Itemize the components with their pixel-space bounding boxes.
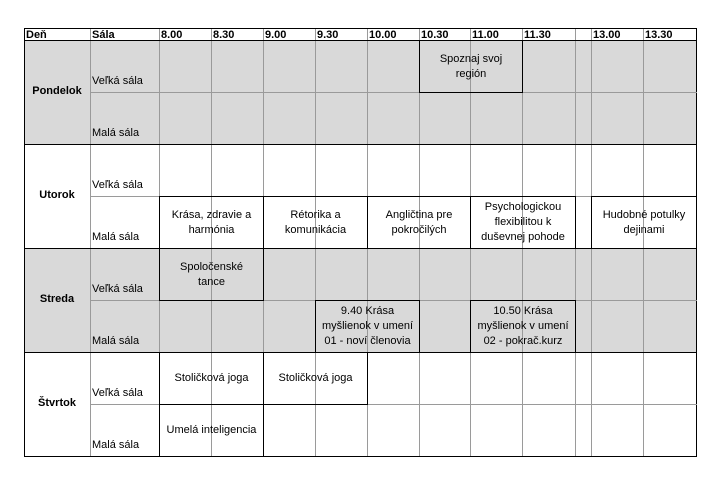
header-time: 11.00 (472, 29, 499, 41)
room-label: Veľká sála (92, 179, 143, 191)
header-time: 11.30 (524, 29, 551, 41)
grid-line-horizontal (24, 456, 697, 457)
room-label: Malá sála (92, 127, 140, 139)
header-time: 9.30 (317, 29, 339, 41)
room-label: Veľká sála (92, 387, 143, 399)
event-block[interactable] (159, 352, 264, 405)
header-time: 13.30 (645, 29, 673, 41)
room-label: Malá sála (92, 439, 140, 451)
event-block[interactable] (315, 300, 420, 353)
event-title: Angličtina pre pokročilých (385, 208, 453, 236)
event-block[interactable] (159, 196, 264, 249)
event-block[interactable] (367, 196, 471, 249)
day-name: Pondelok (32, 85, 82, 97)
event-block[interactable] (159, 248, 264, 301)
event-block[interactable] (591, 196, 697, 249)
room-label: Veľká sála (92, 283, 143, 295)
event-block[interactable] (263, 352, 368, 405)
event-title: 9.40 Krása myšlienok v umení 01 - noví členovia (321, 305, 414, 347)
room-label: Malá sála (92, 231, 140, 243)
event-block[interactable] (159, 404, 264, 457)
header-time: 10.00 (369, 29, 397, 41)
event-title: Stoličková joga (174, 372, 249, 384)
header-time: 13.00 (593, 29, 621, 41)
event-title: Krása, zdravie a harmónia (171, 208, 252, 236)
header-time: 10.30 (421, 29, 449, 41)
event-title: Stoličková joga (278, 372, 353, 384)
event-block[interactable] (470, 196, 576, 249)
grid-line-horizontal (24, 144, 697, 145)
day-name: Utorok (39, 189, 75, 201)
header-time: 8.30 (213, 29, 235, 41)
day-name: Streda (39, 293, 75, 305)
room-label: Veľká sála (92, 75, 143, 87)
header-day: Deň (26, 29, 47, 41)
day-name: Štvrtok (38, 397, 76, 409)
header-time: 8.00 (161, 29, 183, 41)
room-label: Malá sála (92, 335, 140, 347)
event-title: Umelá inteligencia (166, 424, 257, 436)
event-block[interactable] (263, 196, 368, 249)
event-title: Spoločenské tance (180, 260, 243, 288)
grid-line-horizontal (90, 92, 697, 93)
header-room: Sála (92, 29, 115, 41)
event-title: 10.50 Krása myšlienok v umení 02 - pokrač.kurz (477, 305, 569, 347)
event-title: Hudobné potulky dejinami (602, 208, 686, 236)
header-time: 9.00 (265, 29, 287, 41)
event-block[interactable] (470, 300, 576, 353)
event-block[interactable] (419, 40, 523, 93)
event-title: Rétorika a komunikácia (284, 208, 347, 236)
event-title: Spoznaj svoj región (439, 52, 503, 80)
event-title: Psychologickou flexibilitou k duševnej pohode (481, 201, 565, 243)
